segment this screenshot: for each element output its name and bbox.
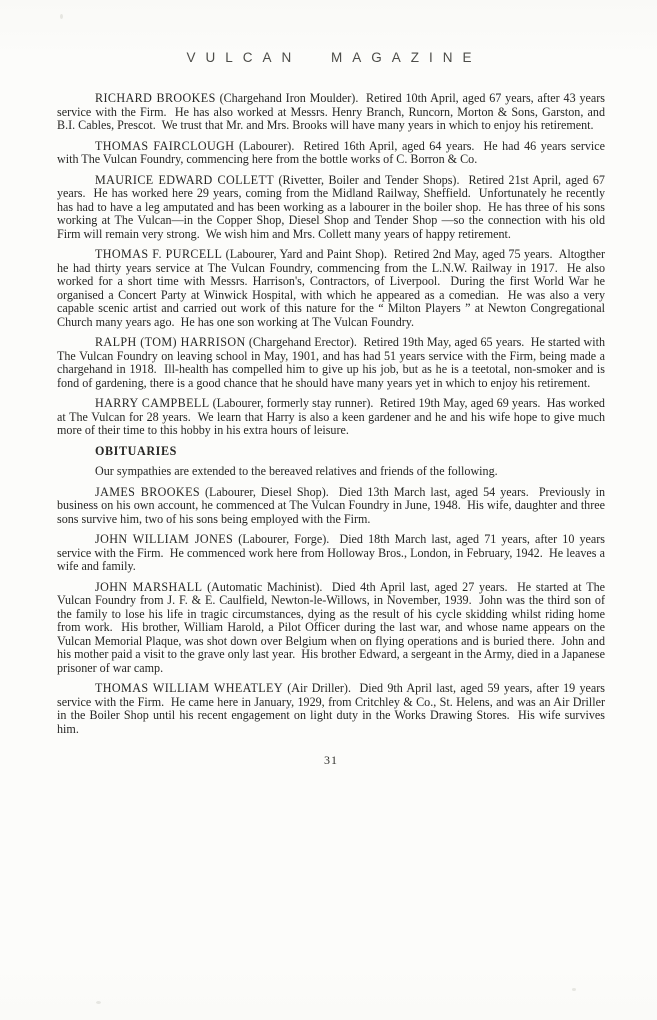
person-name: MAURICE EDWARD COLLETT xyxy=(95,172,275,187)
obituary-entry xyxy=(57,579,609,676)
entry-text: (Air Driller). Died 9th April last, aged 59 years, after 19 years service with the Firm. He came here in January, 1929, from Critchley & Co., St. Helens, and was an Air Driller in the Boiler Shop until his recent engagement on light duty in the Works Drawing Stores. His wife survives him. xyxy=(57,681,609,736)
entry-text: (Labourer). Retired 16th April, aged 64 years. He had 46 years service with The Vulcan Foundry, commencing here from the bottle works of C. Borron & Co. xyxy=(57,138,609,166)
obituary-entry xyxy=(57,532,609,574)
entry-text: (Labourer, Forge). Died 18th March last, aged 71 years, after 10 years service with the Firm. He commenced work here from Holloway Bros., London, in February, 1942. He leaves a wife and family. xyxy=(57,532,609,573)
retirement-entry xyxy=(57,335,609,390)
person-name: JOHN MARSHALL xyxy=(95,579,203,594)
scan-speck xyxy=(60,14,63,19)
person-name: HARRY CAMPBELL xyxy=(95,396,210,410)
obituaries-heading: OBITUARIES xyxy=(95,443,177,458)
retirement-entry xyxy=(57,138,609,167)
person-name: THOMAS F. PURCELL xyxy=(95,247,223,261)
retirement-entry xyxy=(57,172,609,242)
retirement-entry xyxy=(57,396,609,438)
entry-text: (Chargehand Iron Moulder). Retired 10th April, aged 67 years, after 43 years service with the Firm. He has also worked at Messrs. Henry Branch, Runcorn, Morton & Sons, Garston, and B.I. Cables, Prescot. We trust that Mr. and Mrs. Brooks will have many years in which to enjoy his retirement. xyxy=(57,91,609,132)
entry-text: (Labourer, Diesel Shop). Died 13th March last, aged 54 years. Previously in business on his own account, he commenced at The Vulcan Foundry in June, 1948. His wife, daughter and three sons survive him, two of his sons being employed with the Firm. xyxy=(57,484,609,526)
person-name: JOHN WILLIAM JONES xyxy=(95,532,234,546)
retirement-entry xyxy=(57,91,609,133)
entry-text: (Labourer, Yard and Paint Shop). Retired 2nd May, aged 75 years. Altogther he had thirty years service at The Vulcan Foundry, commencing from the L.N.W. Railway in 1917. He also worked for a short time with Messrs. Harrison's, Contractors, of Liverpool. During the first World War he organised a Concert Party at Winwick Hospital, with which he appeared as a comedian. He was also a very capable scenic artist and carried out work of this nature for the “ Milton Players ” at Newton Congregational Church many years ago. He has one son working at The Vulcan Foundry. xyxy=(57,247,609,329)
page-number: 31 xyxy=(324,753,338,767)
obituaries-section xyxy=(57,443,609,737)
obituary-entry xyxy=(57,681,609,736)
person-name: THOMAS WILLIAM WHEATLEY xyxy=(95,681,283,695)
scan-speck xyxy=(96,1001,101,1004)
magazine-title: VULCAN MAGAZINE xyxy=(186,50,482,65)
person-name: THOMAS FAIRCLOUGH xyxy=(95,138,235,153)
entry-text: (Labourer, formerly stay runner). Retired 19th May, aged 69 years. Has worked at The Vulcan for 28 years. We learn that Harry is also a keen gardener and he and his wife hope to give much more of their time to this hobby in his extra hours of leisure. xyxy=(57,396,609,437)
entry-text: (Chargehand Erector). Retired 19th May, aged 65 years. He started with The Vulcan Foundry on leaving school in May, 1901, and has had 51 years service with the Firm, being made a chargehand in 1918. Ill-health has compelled him to give up his job, but as he is a teetotal, non-smoker and is fond of gardening, there is a good chance that he should have many years yet in which to enjoy his retirement. xyxy=(57,335,609,390)
entry-text: (Automatic Machinist). Died 4th April last, aged 27 years. He started at The Vulcan Foundry from J. F. & E. Caulfield, Newton-le-Willows, in November, 1939. John was the third son of the family to lose his life in tragic circumstances, dying as the result of his cycle skidding whilst riding home from work. His brother, William Harold, a Pilot Officer during the last war, and whose name appears on the Vulcan Memorial Plaque, was shot down over Belgium when on flying operations and is buried there. John and his mother paid a visit to the grave only last year. His brother Edward, a sergeant in the Army, died in a Japanese prisoner of war camp. xyxy=(57,579,609,675)
entry-text: (Rivetter, Boiler and Tender Shops). Retired 21st April, aged 67 years. He has worked here 29 years, coming from the Midland Railway, Sheffield. Unfortunately he recently has had to have a leg amputated and has been working as a labourer in the boiler shop. He has three of his sons working at The Vulcan—in the Copper Shop, Diesel Shop and Tender Shop —so the connection with his old Firm will remain very strong. We wish him and Mrs. Collett many years of happy retirement. xyxy=(57,172,609,241)
obituary-entry xyxy=(57,484,609,527)
scan-speck xyxy=(572,988,576,991)
person-name: RICHARD BROOKES xyxy=(95,91,216,105)
retirements-section xyxy=(57,91,609,438)
person-name: JAMES BROOKES xyxy=(95,484,200,499)
person-name: RALPH (TOM) HARRISON xyxy=(95,335,246,349)
obituaries-intro: Our sympathies are extended to the bereaved relatives and friends of the following. xyxy=(95,464,498,478)
retirement-entry xyxy=(57,247,609,329)
